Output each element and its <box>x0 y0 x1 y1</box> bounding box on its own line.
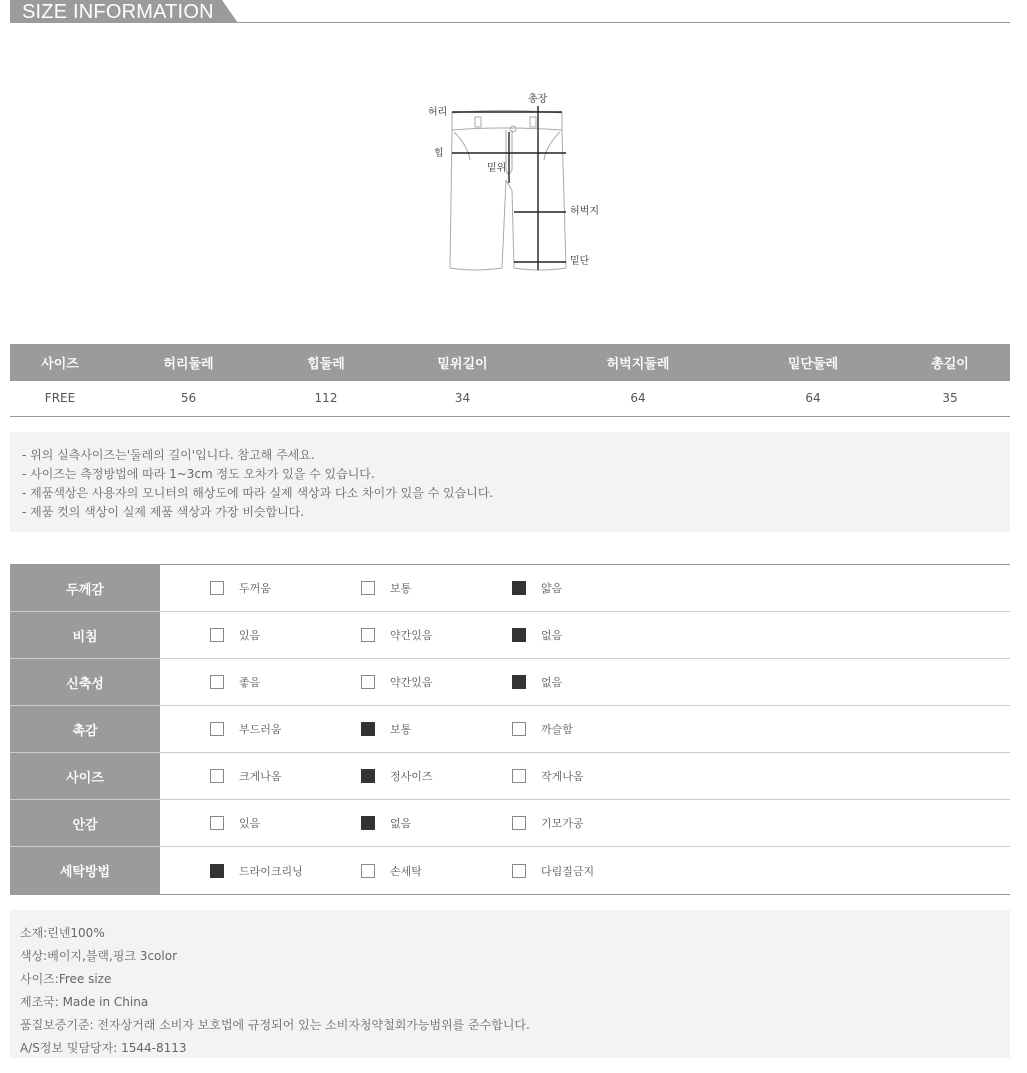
note-line: - 제품색상은 사용자의 모니터의 해상도에 따라 실제 색상과 다소 차이가 있을 수 있습니다. <box>22 486 494 500</box>
fabric-option-label: 있음 <box>239 817 261 830</box>
fabric-option-label: 약간있음 <box>390 676 433 689</box>
unchecked-box-icon <box>361 675 375 689</box>
column-header: 밑위길이 <box>385 344 540 381</box>
fabric-row <box>10 847 1010 894</box>
fabric-option-label: 부드러움 <box>239 723 282 736</box>
unchecked-box-icon <box>210 675 224 689</box>
product-info <box>10 910 1010 1058</box>
fabric-row <box>10 706 1010 753</box>
fabric-option-label: 작게나옴 <box>541 770 584 783</box>
fabric-option-label: 없음 <box>390 817 412 830</box>
fabric-option-label: 다림질금지 <box>541 864 595 878</box>
column-header: 힙둘레 <box>267 344 385 381</box>
section-header <box>10 0 1010 23</box>
fabric-option-label: 보통 <box>390 582 412 595</box>
fabric-row-label: 사이즈 <box>10 753 160 799</box>
fabric-info-table <box>10 564 1010 895</box>
diagram-label-waist: 허리 <box>428 107 448 118</box>
fabric-option <box>210 612 260 658</box>
table-cell: 56 <box>110 381 267 416</box>
checked-box-icon <box>512 581 526 595</box>
fabric-option-label: 없음 <box>541 629 563 642</box>
info-material: 소재:린넨100% <box>20 926 105 940</box>
unchecked-box-icon <box>361 628 375 642</box>
column-header: 밑단둘레 <box>736 344 890 381</box>
fabric-option-label: 크게나옴 <box>239 770 282 783</box>
note-line: - 사이즈는 측정방법에 따라 1~3cm 정도 오차가 있을 수 있습니다. <box>22 467 375 481</box>
fabric-option-label: 보통 <box>390 723 412 736</box>
fabric-row-label: 촉감 <box>10 706 160 752</box>
fabric-option-label: 있음 <box>239 629 261 642</box>
fabric-option <box>361 612 433 658</box>
diagram-label-hem: 밑단 <box>570 256 590 267</box>
fabric-option-label: 없음 <box>541 676 563 689</box>
fabric-row <box>10 753 1010 800</box>
unchecked-box-icon <box>210 769 224 783</box>
fabric-option <box>210 800 260 846</box>
info-origin: 제조국: Made in China <box>20 995 149 1009</box>
unchecked-box-icon <box>361 581 375 595</box>
shorts-outline-illustration <box>420 90 620 280</box>
checked-box-icon <box>210 864 224 878</box>
fabric-option <box>210 565 271 611</box>
fabric-option <box>361 847 422 894</box>
size-table-header-row <box>10 344 1010 381</box>
fabric-option <box>210 753 282 799</box>
fabric-option <box>361 800 411 846</box>
fabric-option <box>512 565 562 611</box>
fabric-option-label: 기모가공 <box>541 817 584 830</box>
fabric-row-label: 세탁방법 <box>10 847 160 894</box>
fabric-row-label: 안감 <box>10 800 160 846</box>
fabric-option <box>512 706 573 752</box>
shorts-diagram <box>420 90 620 280</box>
fabric-option <box>210 706 282 752</box>
unchecked-box-icon <box>210 628 224 642</box>
diagram-label-total-length: 총장 <box>528 94 548 105</box>
fabric-row-label: 신축성 <box>10 659 160 705</box>
fabric-row-label: 비침 <box>10 612 160 658</box>
column-header: 허벅지둘레 <box>540 344 736 381</box>
column-header: 허리둘레 <box>110 344 267 381</box>
column-header: 총길이 <box>890 344 1010 381</box>
fabric-option <box>210 847 303 894</box>
fabric-option <box>361 753 433 799</box>
table-cell: 112 <box>267 381 385 416</box>
unchecked-box-icon <box>512 864 526 878</box>
diagram-label-hip: 힙 <box>434 148 444 159</box>
checked-box-icon <box>361 769 375 783</box>
info-color: 색상:베이지,블랙,핑크 3color <box>20 949 177 963</box>
diagram-label-rise: 밑위 <box>487 163 507 174</box>
fabric-option <box>512 612 562 658</box>
unchecked-box-icon <box>361 864 375 878</box>
info-as: A/S정보 및담당자: 1544-8113 <box>20 1041 187 1055</box>
fabric-option-label: 두꺼움 <box>239 582 271 595</box>
table-cell: 64 <box>736 381 890 416</box>
fabric-row <box>10 565 1010 612</box>
table-cell: 64 <box>540 381 736 416</box>
unchecked-box-icon <box>512 722 526 736</box>
unchecked-box-icon <box>512 769 526 783</box>
fabric-row <box>10 800 1010 847</box>
checked-box-icon <box>512 628 526 642</box>
header-title: SIZE INFORMATION <box>22 1 214 23</box>
fabric-row <box>10 612 1010 659</box>
fabric-option <box>361 565 411 611</box>
fabric-option <box>361 706 411 752</box>
info-quality: 품질보증기준: 전자상거래 소비자 보호법에 규정되어 있는 소비자청약철회가능범위를 준수합니다. <box>20 1018 530 1032</box>
fabric-option <box>512 847 594 894</box>
note-line: - 위의 실측사이즈는'둘레의 길이'입니다. 참고해 주세요. <box>22 448 315 462</box>
fabric-option-label: 얇음 <box>541 582 563 595</box>
unchecked-box-icon <box>210 722 224 736</box>
diagram-label-thigh: 허벅지 <box>570 206 599 217</box>
size-notes <box>10 432 1010 532</box>
fabric-option <box>210 659 260 705</box>
info-size: 사이즈:Free size <box>20 972 112 986</box>
table-cell: FREE <box>10 381 110 416</box>
fabric-option-label: 약간있음 <box>390 629 433 642</box>
unchecked-box-icon <box>512 816 526 830</box>
fabric-option-label: 정사이즈 <box>390 770 433 783</box>
checked-box-icon <box>512 675 526 689</box>
fabric-option-label: 좋음 <box>239 676 261 689</box>
table-cell: 34 <box>385 381 540 416</box>
fabric-option <box>512 659 562 705</box>
fabric-option-label: 손세탁 <box>390 864 422 878</box>
fabric-option <box>512 800 584 846</box>
table-row <box>10 381 1010 416</box>
fabric-option <box>361 659 433 705</box>
fabric-option-label: 까슬함 <box>541 723 573 736</box>
checked-box-icon <box>361 722 375 736</box>
fabric-option <box>512 753 584 799</box>
fabric-row <box>10 659 1010 706</box>
unchecked-box-icon <box>210 581 224 595</box>
column-header: 사이즈 <box>10 344 110 381</box>
size-table <box>10 344 1010 417</box>
note-line: - 제품 컷의 색상이 실제 제품 색상과 가장 비슷합니다. <box>22 505 305 519</box>
table-cell: 35 <box>890 381 1010 416</box>
checked-box-icon <box>361 816 375 830</box>
fabric-row-label: 두께감 <box>10 565 160 611</box>
fabric-option-label: 드라이크리닝 <box>239 864 303 878</box>
unchecked-box-icon <box>210 816 224 830</box>
